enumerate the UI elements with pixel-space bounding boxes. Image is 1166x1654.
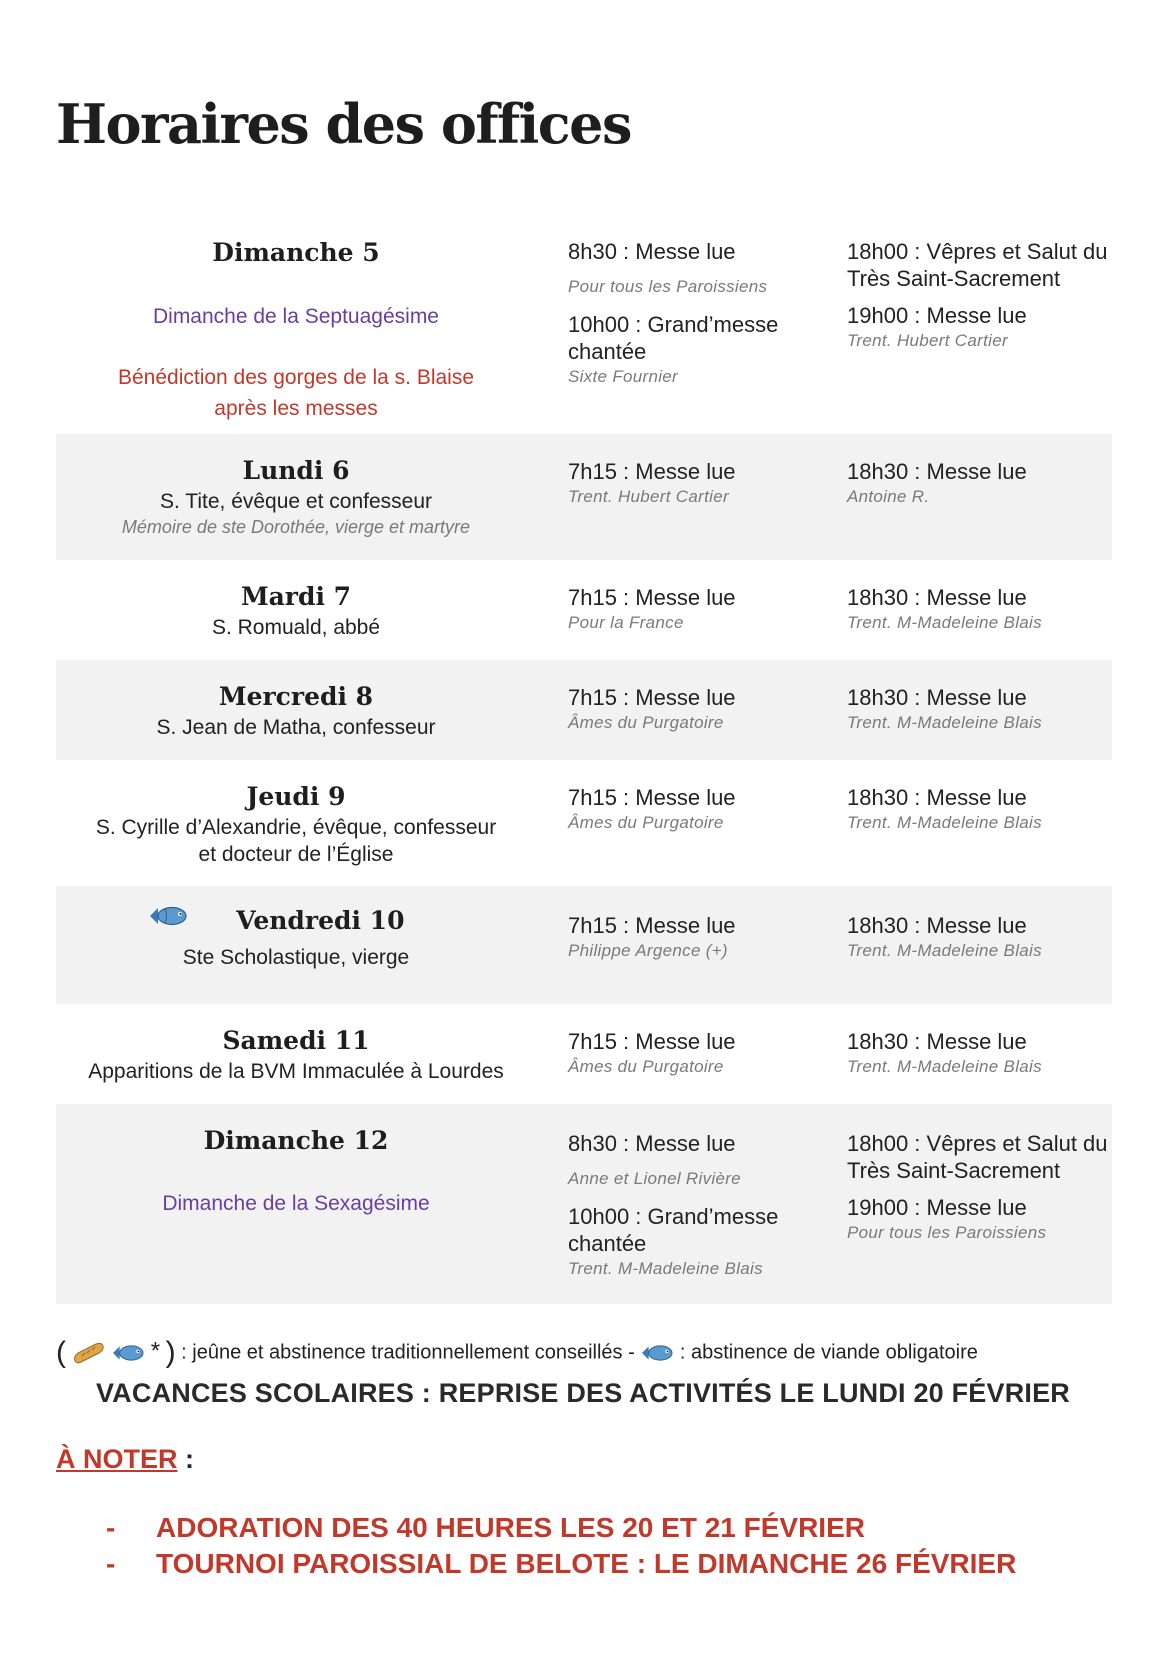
mass-time: 7h15 : Messe lue [568, 785, 736, 810]
day-name: Dimanche 5 [212, 238, 380, 267]
bread-icon [72, 1341, 112, 1363]
notes-heading-colon: : [177, 1444, 194, 1474]
mass-time: 18h30 : Messe lue [847, 913, 1027, 938]
mass-time: 7h15 : Messe lue [568, 913, 736, 938]
mass-time: 7h15 : Messe lue [568, 685, 736, 710]
legend-asterisk: * [150, 1337, 161, 1365]
day-name: Dimanche 12 [203, 1126, 389, 1155]
school-holidays-notice: VACANCES SCOLAIRES : REPRISE DES ACTIVITÉS LE LUNDI 20 FÉVRIER [95, 1378, 1071, 1408]
mass-time: 7h15 : Messe lue [568, 1029, 736, 1054]
mass-time: 7h15 : Messe lue [568, 459, 736, 484]
mass-intention: Anne et Lionel Rivière [568, 1169, 741, 1188]
mass-time: 18h30 : Messe lue [847, 585, 1027, 610]
day-name: Jeudi 9 [246, 782, 346, 811]
notes-list [106, 1510, 1016, 1582]
feast-label: après les messes [214, 397, 378, 420]
mass-intention: Pour tous les Paroissiens [847, 1223, 1047, 1242]
list-bullet: - [106, 1548, 116, 1579]
day-name: Mercredi 8 [218, 682, 374, 711]
note-text: TOURNOI PAROISSIAL DE BELOTE : LE DIMANCHE 26 FÉVRIER [156, 1548, 1017, 1579]
feast-label: Ste Scholastique, vierge [182, 946, 410, 969]
mass-time: 19h00 : Messe lue [847, 1195, 1027, 1220]
schedule-table [56, 238, 1112, 1304]
feast-label: et docteur de l’Église [198, 843, 394, 866]
mass-time: 8h30 : Messe lue [568, 239, 736, 264]
mass-intention: Philippe Argence (+) [568, 941, 728, 960]
fish-icon [148, 904, 188, 935]
day-name: Lundi 6 [242, 456, 350, 485]
page-title: Horaires des offices [56, 92, 631, 156]
mass-intention: Trent. M-Madeleine Blais [847, 941, 1042, 960]
fish-icon [111, 1341, 151, 1363]
mass-time: 18h30 : Messe lue [847, 1029, 1027, 1054]
mass-intention: Sixte Fournier [568, 367, 679, 386]
mass-time: 18h30 : Messe lue [847, 459, 1027, 484]
mass-time: 10h00 : Grand’messe chantée [568, 1204, 779, 1256]
day-name: Vendredi 10 [236, 906, 405, 935]
mass-intention: Âmes du Purgatoire [568, 713, 724, 732]
note-text: ADORATION DES 40 HEURES LES 20 ET 21 FÉVRIER [156, 1512, 865, 1543]
notes-heading [56, 1444, 194, 1475]
mass-intention: Trent. Hubert Cartier [847, 331, 1008, 350]
day-row-dimanche-12 [56, 1104, 1112, 1304]
mass-intention: Trent. Hubert Cartier [568, 487, 729, 506]
legend [56, 1336, 1116, 1370]
list-bullet: - [106, 1512, 116, 1543]
day-row-dimanche-5 [56, 238, 1112, 434]
legend-fast-text: : jeûne et abstinence traditionnellement conseillés - [181, 1341, 641, 1364]
list-item [106, 1510, 1016, 1546]
mass-time: 18h30 : Messe lue [847, 685, 1027, 710]
feast-label: S. Tite, évêque et confesseur [160, 490, 432, 513]
feast-label: S. Romuald, abbé [211, 616, 381, 639]
mass-time: 8h30 : Messe lue [568, 1131, 736, 1156]
feast-label: S. Jean de Matha, confesseur [156, 716, 436, 739]
feast-label: Bénédiction des gorges de la s. Blaise [117, 366, 475, 389]
legend-close-paren: ) [165, 1336, 176, 1369]
mass-intention: Âmes du Purgatoire [568, 813, 724, 832]
mass-time: 19h00 : Messe lue [847, 303, 1027, 328]
day-row-vendredi-10 [56, 886, 1112, 1004]
mass-intention: Pour tous les Paroissiens [568, 277, 768, 296]
mass-time: 18h00 : Vêpres et Salut du Très Saint-Sacrement [847, 239, 1108, 291]
day-name: Mardi 7 [240, 582, 352, 611]
feast-label: S. Cyrille d’Alexandrie, évêque, confesseur [95, 816, 497, 839]
feast-label: Apparitions de la BVM Immaculée à Lourdes [88, 1060, 504, 1083]
day-name: Samedi 11 [222, 1026, 370, 1055]
mass-time: 18h00 : Vêpres et Salut du Très Saint-Sacrement [847, 1131, 1108, 1183]
mass-time: 7h15 : Messe lue [568, 585, 736, 610]
mass-intention: Trent. M-Madeleine Blais [847, 813, 1042, 832]
day-row-jeudi-9 [56, 760, 1112, 886]
feast-label: Dimanche de la Sexagésime [162, 1192, 430, 1215]
day-row-samedi-11 [56, 1004, 1112, 1104]
notes-heading-label: À NOTER [56, 1444, 178, 1474]
mass-intention: Antoine R. [847, 487, 930, 506]
feast-label: Dimanche de la Septuagésime [152, 305, 439, 328]
mass-intention: Âmes du Purgatoire [568, 1057, 724, 1076]
day-row-mardi-7 [56, 560, 1112, 660]
fish-icon [640, 1341, 680, 1363]
legend-abstinence-text: : abstinence de viande obligatoire [679, 1341, 978, 1364]
day-row-mercredi-8 [56, 660, 1112, 760]
memorial-label: Mémoire de ste Dorothée, vierge et martyre [121, 517, 471, 537]
mass-intention: Trent. M-Madeleine Blais [847, 1057, 1042, 1076]
mass-time: 10h00 : Grand’messe chantée [568, 312, 779, 364]
mass-intention: Trent. M-Madeleine Blais [847, 713, 1042, 732]
mass-intention: Pour la France [568, 613, 684, 632]
legend-open-paren: ( [56, 1336, 66, 1369]
mass-intention: Trent. M-Madeleine Blais [568, 1259, 763, 1278]
mass-intention: Trent. M-Madeleine Blais [847, 613, 1042, 632]
day-row-lundi-6 [56, 434, 1112, 560]
mass-time: 18h30 : Messe lue [847, 785, 1027, 810]
list-item [106, 1546, 1016, 1582]
